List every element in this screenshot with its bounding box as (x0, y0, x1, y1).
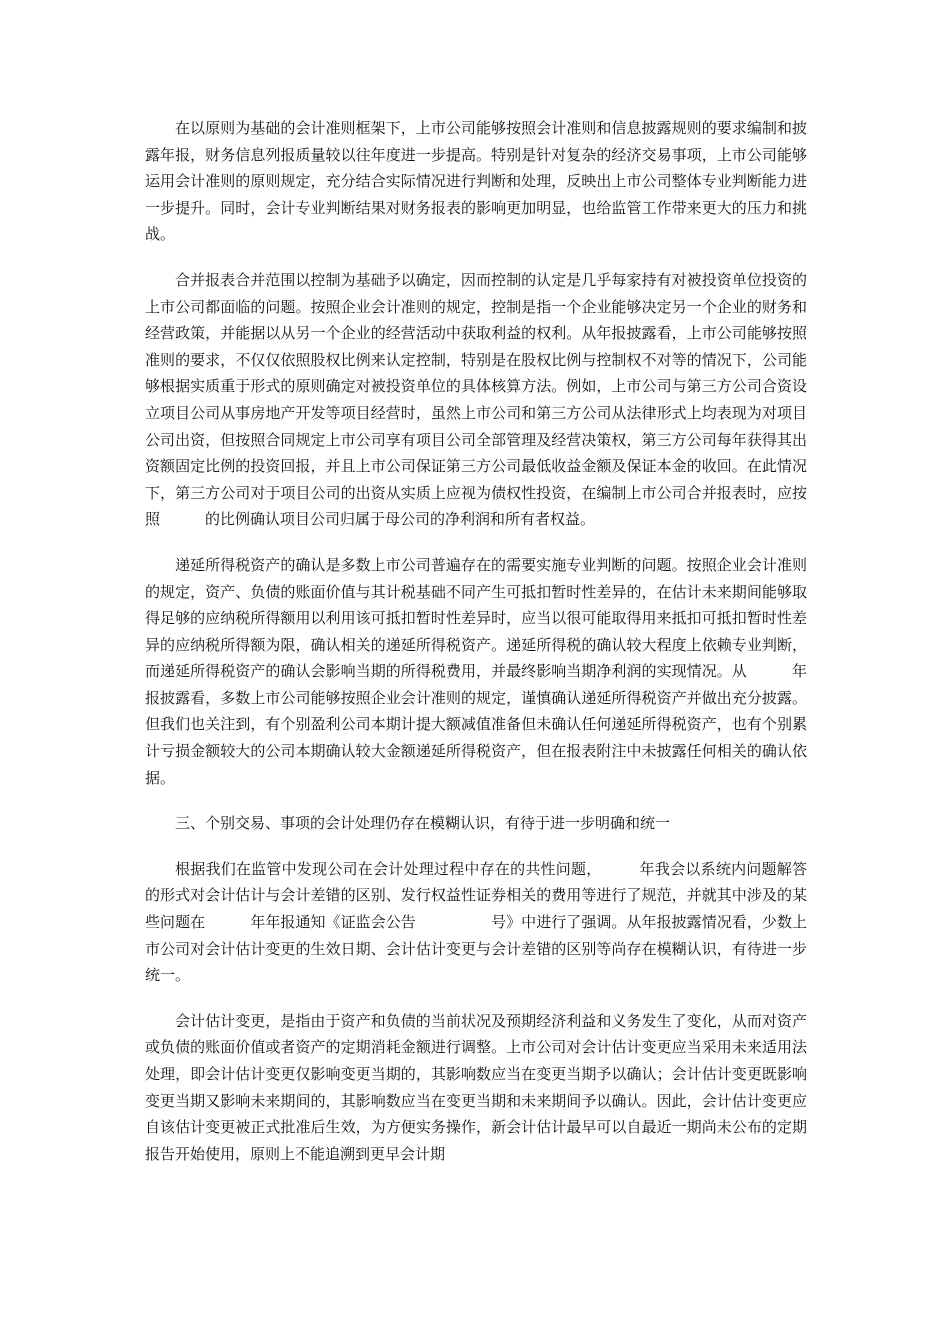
paragraph-consolidation-scope: 合并报表合并范围以控制为基础予以确定，因而控制的认定是几乎每家持有对被投资单位投资的上市公司都面临的问题。按照企业会计准则的规定，控制是指一个企业能够决定另一个企业的财务和经营政策，并能据以从另一个企业的经营活动中获取利益的权利。从年报披露看，上市公司能够按照准则的要求，不仅仅依照股权比例来认定控制，特别是在股权比例与控制权不对等的情况下，公司能够根据实质重于形式的原则确定对被投资单位的具体核算方法。例如，上市公司与第三方公司合资设立项目公司从事房地产开发等项目经营时，虽然上市公司和第三方公司从法律形式上均表现为对项目公司出资，但按照合同规定上市公司享有项目公司全部管理及经营决策权，第三方公司每年获得其出资额固定比例的投资回报，并且上市公司保证第三方公司最低收益金额及保证本金的收回。在此情况下，第三方公司对于项目公司的出资从实质上应视为债权性投资，在编制上市公司合并报表时，应按照 的比例确认项目公司归属于母公司的净利润和所有者权益。 (145, 270, 807, 529)
section-heading-three: 三、个别交易、事项的会计处理仍存在模糊认识，有待于进一步明确和统一 (175, 814, 671, 833)
paragraph-principles-framework: 在以原则为基础的会计准则框架下，上市公司能够按照会计准则和信息披露规则的要求编制和披露年报，财务信息列报质量较以往年度进一步提高。特别是针对复杂的经济交易事项，上市公司能够运用会计准则的原则规定，充分结合实际情况进行判断和处理，反映出上市公司整体专业判断能力进一步提升。同时，会计专业判断结果对财务报表的影响更加明显，也给监管工作带来更大的压力和挑战。 (145, 119, 807, 244)
paragraph-regulatory-guidance: 根据我们在监管中发现公司在会计处理过程中存在的共性问题， 年我会以系统内问题解答的形式对会计估计与会计差错的区别、发行权益性证券相关的费用等进行了规范，并就其中涉及的某些问题在 年年报通知《证监会公告 号》中进行了强调。从年报披露情况看，少数上市公司对会计估计变更的生效日期、会计估计变更与会计差错的区别等尚存在模糊认识，有待进一步统一。 (145, 859, 807, 985)
document-page (145, 115, 807, 1186)
paragraph-estimate-change: 会计估计变更，是指由于资产和负债的当前状况及预期经济利益和义务发生了变化，从而对资产或负债的账面价值或者资产的定期消耗金额进行调整。上市公司对会计估计变更应当采用未来适用法处理，即会计估计变更仅影响变更当期的，其影响数应当在变更当期予以确认；会计估计变更既影响变更当期又影响未来期间的，其影响数应当在变更当期和未来期间予以确认。因此，会计估计变更应自该估计变更被正式批准后生效，为方便实务操作，新会计估计最早可以自最近一期尚未公布的定期报告开始使用，原则上不能追溯到更早会计期 (145, 1011, 807, 1163)
paragraph-deferred-tax-assets: 递延所得税资产的确认是多数上市公司普遍存在的需要实施专业判断的问题。按照企业会计准则的规定，资产、负债的账面价值与其计税基础不同产生可抵扣暂时性差异的，在估计未来期间能够取得足够的应纳税所得额用以利用该可抵扣暂时性差异时，应当以很可能取得用来抵扣可抵扣暂时性差异的应纳税所得额为限，确认相关的递延所得税资产。递延所得税的确认较大程度上依赖专业判断，而递延所得税资产的确认会影响当期的所得税费用，并最终影响当期净利润的实现情况。从 年报披露看，多数上市公司能够按照企业会计准则的规定，谨慎确认递延所得税资产并做出充分披露。但我们也关注到，有个别盈利公司本期计提大额减值准备但未确认任何递延所得税资产，也有个别累计亏损金额较大的公司本期确认较大金额递延所得税资产，但在报表附注中未披露任何相关的确认依据。 (145, 555, 807, 787)
